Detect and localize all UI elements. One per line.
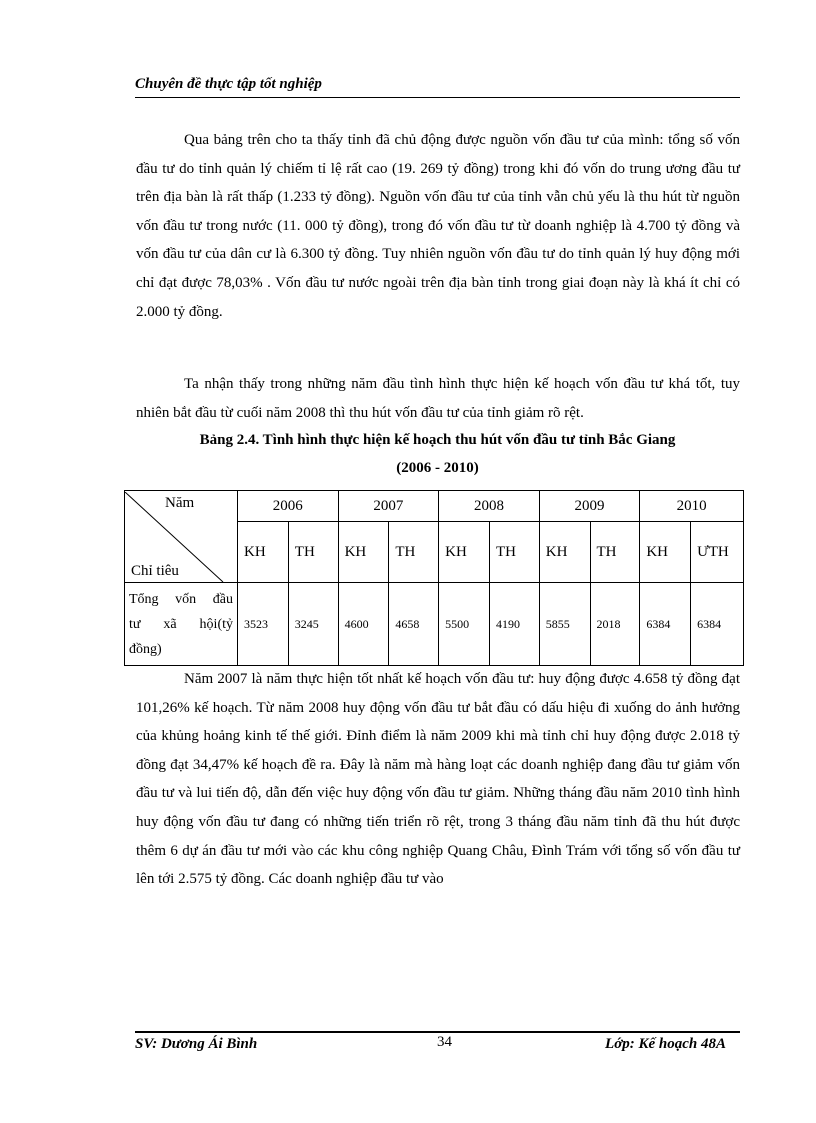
table-cell: 6384 xyxy=(691,583,744,666)
table-header-row-years xyxy=(125,491,744,522)
sub-header: ƯTH xyxy=(691,522,744,583)
table-cell: 4658 xyxy=(389,583,439,666)
sub-header: KH xyxy=(640,522,691,583)
year-header-2009: 2009 xyxy=(539,491,640,522)
sub-header: TH xyxy=(389,522,439,583)
table-cell: 5500 xyxy=(439,583,490,666)
footer-student-name: SV: Dương Ái Bình xyxy=(135,1036,258,1052)
row-label-line: tư xã hội(tỷ xyxy=(129,616,233,632)
sub-header: TH xyxy=(590,522,640,583)
table-caption: Bảng 2.4. Tình hình thực hiện kế hoạch thu hút vốn đầu tư tỉnh Bắc Giang xyxy=(199,432,676,448)
table-cell: 2018 xyxy=(590,583,640,666)
table-cell: 6384 xyxy=(640,583,691,666)
investment-table xyxy=(124,490,744,666)
table-corner-cell xyxy=(125,491,238,583)
table-cell: 4600 xyxy=(338,583,389,666)
sub-header: KH xyxy=(238,522,289,583)
paragraph-1: Qua bảng trên cho ta thấy tỉnh đã chủ động được nguồn vốn đầu tư của mình: tổng số vốn đầu tư do tỉnh quản lý chiếm tỉ lệ rất cao (19. 269 tỷ đồng) trong khi đó vốn do trung ương đầu tư trên địa bàn là rất thấp (1.233 tỷ đồng). Nguồn vốn đầu tư của tỉnh vẫn chủ yếu là thu hút từ nguồn vốn đầu tư trong nước (11. 000 tỷ đồng), trong đó vốn đầu tư từ doanh nghiệp là 4.700 tỷ đồng và vốn đầu tư của dân cư là 6.300 tỷ đồng. Tuy nhiên nguồn vốn đầu tư do tỉnh quản lý huy động mới chỉ đạt được 78,03% . Vốn đầu tư nước ngoài trên địa bàn tỉnh trong giai đoạn này là khá ít chỉ có 2.000 tỷ đồng. xyxy=(136,132,740,320)
footer-class: Lớp: Kế hoạch 48A xyxy=(605,1036,726,1052)
row-label-total-investment xyxy=(125,583,238,666)
table-cell: 3245 xyxy=(288,583,338,666)
page-number: 34 xyxy=(437,1034,452,1050)
year-header-2006: 2006 xyxy=(238,491,339,522)
corner-label-indicator: Chỉ tiêu xyxy=(131,562,179,579)
table-row xyxy=(125,583,744,666)
table-cell: 4190 xyxy=(489,583,539,666)
row-label-line: đồng) xyxy=(129,641,162,657)
sub-header: TH xyxy=(489,522,539,583)
sub-header: KH xyxy=(539,522,590,583)
sub-header: TH xyxy=(288,522,338,583)
year-header-2010: 2010 xyxy=(640,491,744,522)
paragraph-3: Năm 2007 là năm thực hiện tốt nhất kế hoạch vốn đầu tư: huy động được 4.658 tỷ đồng đạt 101,26% kế hoạch. Từ năm 2008 huy động vốn đầu tư bắt đầu có dấu hiệu đi xuống do ảnh hưởng của khủng hoảng kinh tế thế giới. Đỉnh điểm là năm 2009 khi mà tỉnh chỉ huy động được 2.018 tỷ đồng đạt 34,47% kế hoạch đề ra. Đây là năm mà hàng loạt các doanh nghiệp đang đầu tư giảm vốn đầu tư và lui tiến độ, dẫn đến việc huy động vốn đầu tư giảm. Những tháng đầu năm 2010 tình hình huy động vốn đầu tư đang có những tiến triển rõ rệt, trong 3 tháng đầu năm tỉnh đã thu hút được thêm 6 dự án đầu tư mới vào các khu công nghiệp Quang Châu, Đình Trám với tổng số vốn đầu tư lên tới 2.575 tỷ đồng. Các doanh nghiệp đầu tư vào xyxy=(136,671,740,888)
table-caption-years: (2006 - 2010) xyxy=(396,460,479,476)
header-divider xyxy=(135,97,740,98)
year-header-2007: 2007 xyxy=(338,491,439,522)
row-label-line: Tổng vốn đầu xyxy=(129,591,233,607)
paragraph-2: Ta nhận thấy trong những năm đầu tình hình thực hiện kế hoạch vốn đầu tư khá tốt, tuy nhiên bắt đầu từ cuối năm 2008 thì thu hút vốn đầu tư của tỉnh giảm rõ rệt. xyxy=(136,376,740,421)
table-cell: 5855 xyxy=(539,583,590,666)
footer-divider xyxy=(135,1031,740,1033)
page-header-title: Chuyên đề thực tập tốt nghiệp xyxy=(135,76,322,92)
sub-header: KH xyxy=(439,522,490,583)
year-header-2008: 2008 xyxy=(439,491,540,522)
sub-header: KH xyxy=(338,522,389,583)
corner-label-year: Năm xyxy=(165,494,195,511)
table-cell: 3523 xyxy=(238,583,289,666)
